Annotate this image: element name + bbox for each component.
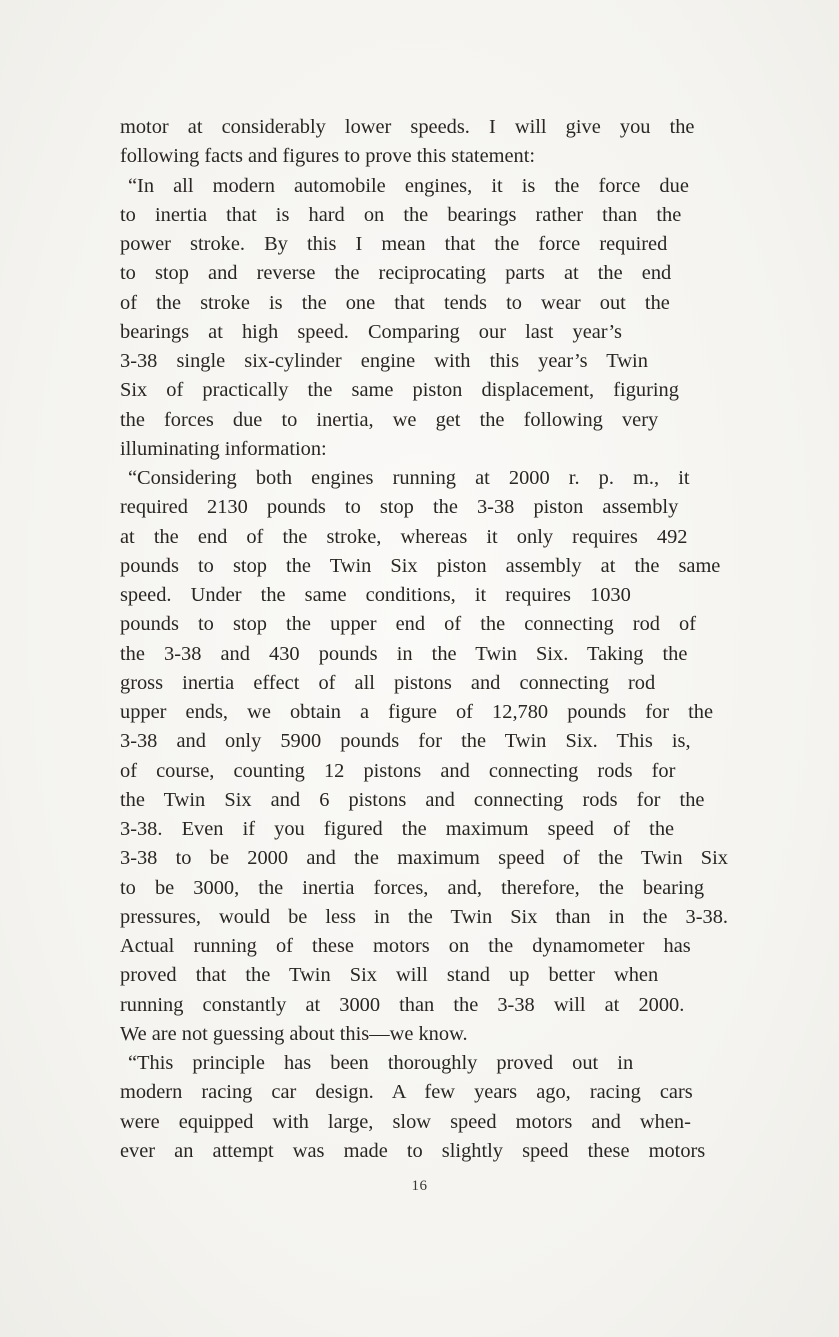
text-line: gross inertia effect of all pistons and connecting rod xyxy=(120,671,656,694)
text-line: to stop and reverse the reciprocating parts at the end xyxy=(120,262,672,285)
text-line: 3-38 and only 5900 pounds for the Twin Six. This is, xyxy=(120,730,691,753)
text-line: following facts and figures to prove this statement: xyxy=(120,145,536,168)
text-line: ever an attempt was made to slightly speed these motors xyxy=(120,1139,706,1162)
text-line: required 2130 pounds to stop the 3-38 piston assembly xyxy=(120,496,679,519)
text-line: We are not guessing about this—we know. xyxy=(120,1022,468,1045)
text-line: 3-38 single six-cylinder engine with this year’s Twin xyxy=(120,350,648,372)
page-number: 16 xyxy=(411,1178,428,1194)
text-line: pressures, would be less in the Twin Six than in the 3-38. xyxy=(120,905,728,928)
text-line: at the end of the stroke, whereas it only requires 492 xyxy=(120,525,688,548)
text-line: power stroke. By this I mean that the force required xyxy=(120,233,668,255)
text-line: modern racing car design. A few years ago, racing cars xyxy=(120,1081,693,1104)
text-line: “In all modern automobile engines, it is the force due xyxy=(128,174,689,197)
text-line: motor at considerably lower speeds. I will give you the xyxy=(120,116,695,138)
text-line: bearings at high speed. Comparing our last year’s xyxy=(120,320,622,343)
text-line: running constantly at 3000 than the 3-38 will at 2000. xyxy=(120,993,685,1016)
text-line: proved that the Twin Six will stand up better when xyxy=(120,964,659,987)
text-line: of course, counting 12 pistons and connecting rods for xyxy=(120,759,676,782)
text-line: “This principle has been thoroughly proved out in xyxy=(128,1052,634,1074)
text-line: Actual running of these motors on the dynamometer has xyxy=(120,935,691,957)
text-line: illuminating information: xyxy=(120,437,327,460)
text-line: upper ends, we obtain a figure of 12,780 pounds for the xyxy=(120,701,714,723)
text-line: Six of practically the same piston displacement, figuring xyxy=(120,379,679,402)
text-line: were equipped with large, slow speed motors and when- xyxy=(120,1110,691,1133)
body-text xyxy=(120,113,728,1166)
text-line: the Twin Six and 6 pistons and connecting rods for the xyxy=(120,788,705,811)
text-line: 3-38 to be 2000 and the maximum speed of the Twin Six xyxy=(120,847,728,870)
text-line: speed. Under the same conditions, it requires 1030 xyxy=(120,584,631,606)
text-line: to inertia that is hard on the bearings rather than the xyxy=(120,203,682,226)
text-line: pounds to stop the upper end of the connecting rod of xyxy=(120,613,697,636)
text-line: of the stroke is the one that tends to wear out the xyxy=(120,291,670,314)
text-line: the forces due to inertia, we get the following very xyxy=(120,408,659,431)
text-line: pounds to stop the Twin Six piston assembly at the same xyxy=(120,554,721,577)
text-line: the 3-38 and 430 pounds in the Twin Six. Taking the xyxy=(120,642,688,665)
text-line: “Considering both engines running at 2000 r. p. m., it xyxy=(128,467,690,489)
text-line: 3-38. Even if you figured the maximum speed of the xyxy=(120,818,675,840)
text-line: to be 3000, the inertia forces, and, therefore, the bearing xyxy=(120,876,705,899)
